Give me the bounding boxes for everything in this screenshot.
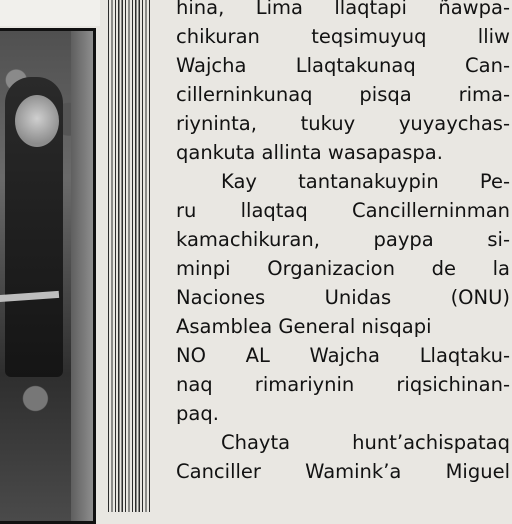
- article-line: minpi Organizacion de la: [176, 257, 510, 280]
- article-line: paq.: [176, 402, 219, 425]
- article-line: hina, Lima llaqtapi ñawpa-: [176, 0, 510, 19]
- photo-person: [5, 77, 63, 377]
- article-line: qankuta allinta wasapaspa.: [176, 141, 443, 164]
- article-line: Kay tantanakuypin Pe-: [221, 170, 510, 193]
- article-line: NO AL Wajcha Llaqtaku-: [176, 344, 510, 367]
- article-line: Chayta hunt’achispataq: [221, 431, 510, 454]
- news-photo: [0, 28, 96, 524]
- article-line: cillerninkunaq pisqa rima-: [176, 83, 510, 106]
- column-divider-rule: [108, 0, 152, 512]
- article-line: kamachikuran, paypa si-: [176, 228, 510, 251]
- article-line: ru llaqtaq Cancillerninman: [176, 199, 510, 222]
- article-line: Naciones Unidas (ONU): [176, 286, 510, 309]
- photo-person-head: [15, 95, 59, 147]
- article-text-column: [176, 0, 510, 486]
- article-line: Canciller Wamink’a Miguel: [176, 460, 510, 483]
- article-line: chikuran teqsimuyuq lliw: [176, 25, 510, 48]
- page-margin: [0, 0, 100, 26]
- photo-light-area: [71, 31, 93, 521]
- article-line: riyninta, tukuy yuyaychas-: [176, 112, 510, 135]
- article-line: Wajcha Llaqtakunaq Can-: [176, 54, 510, 77]
- article-line: naq rimariynin riqsichinan-: [176, 373, 510, 396]
- article-line: Asamblea General nisqapi: [176, 315, 432, 338]
